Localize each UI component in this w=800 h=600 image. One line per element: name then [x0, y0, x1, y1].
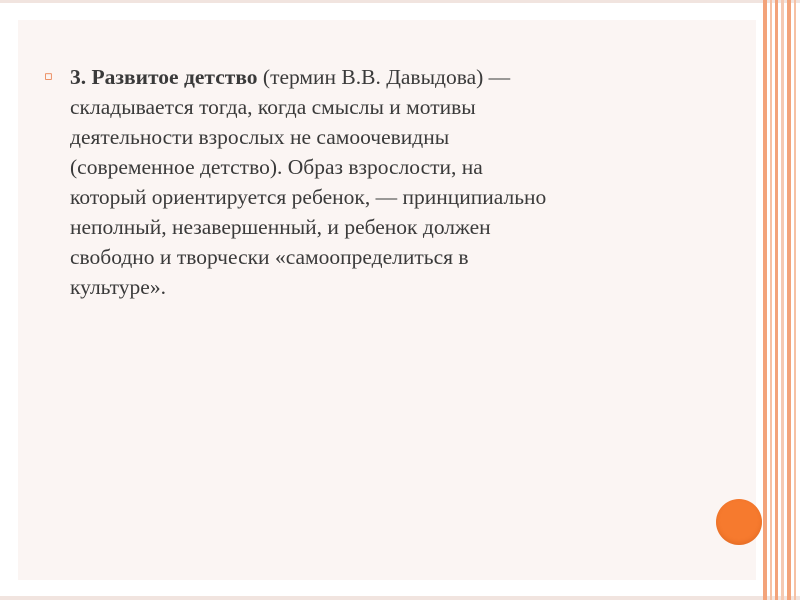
text-line: складывается тогда, когда смыслы и мотивы — [70, 95, 476, 119]
top-border — [0, 0, 800, 3]
text-line: неполный, незавершенный, и ребенок должен — [70, 215, 491, 239]
decorative-stripe — [787, 0, 791, 600]
text-line: деятельности взрослых не самоочевидны — [70, 125, 450, 149]
decorative-stripe — [763, 0, 767, 600]
text-line: свободно и творчески «самоопределиться в — [70, 245, 469, 269]
text-line: который ориентируется ребенок, — принципиально — [70, 185, 547, 209]
text-line-part: (термин В.В. Давыдова) — — [257, 65, 511, 89]
text-line — [70, 62, 680, 92]
text-line: культуре». — [70, 275, 166, 299]
bullet-square-icon: ▫ — [44, 69, 53, 84]
bullet-item — [44, 62, 684, 302]
decorative-stripe — [770, 0, 772, 600]
bottom-border — [0, 596, 800, 600]
decorative-stripe — [775, 0, 778, 600]
bullet-heading: 3. Развитое детство — [70, 65, 258, 89]
bullet-text — [70, 62, 680, 302]
decorative-stripe — [794, 0, 796, 600]
decorative-circle — [716, 499, 762, 545]
text-line: (современное детство). Образ взрослости, на — [70, 155, 483, 179]
decorative-stripe — [781, 0, 784, 600]
